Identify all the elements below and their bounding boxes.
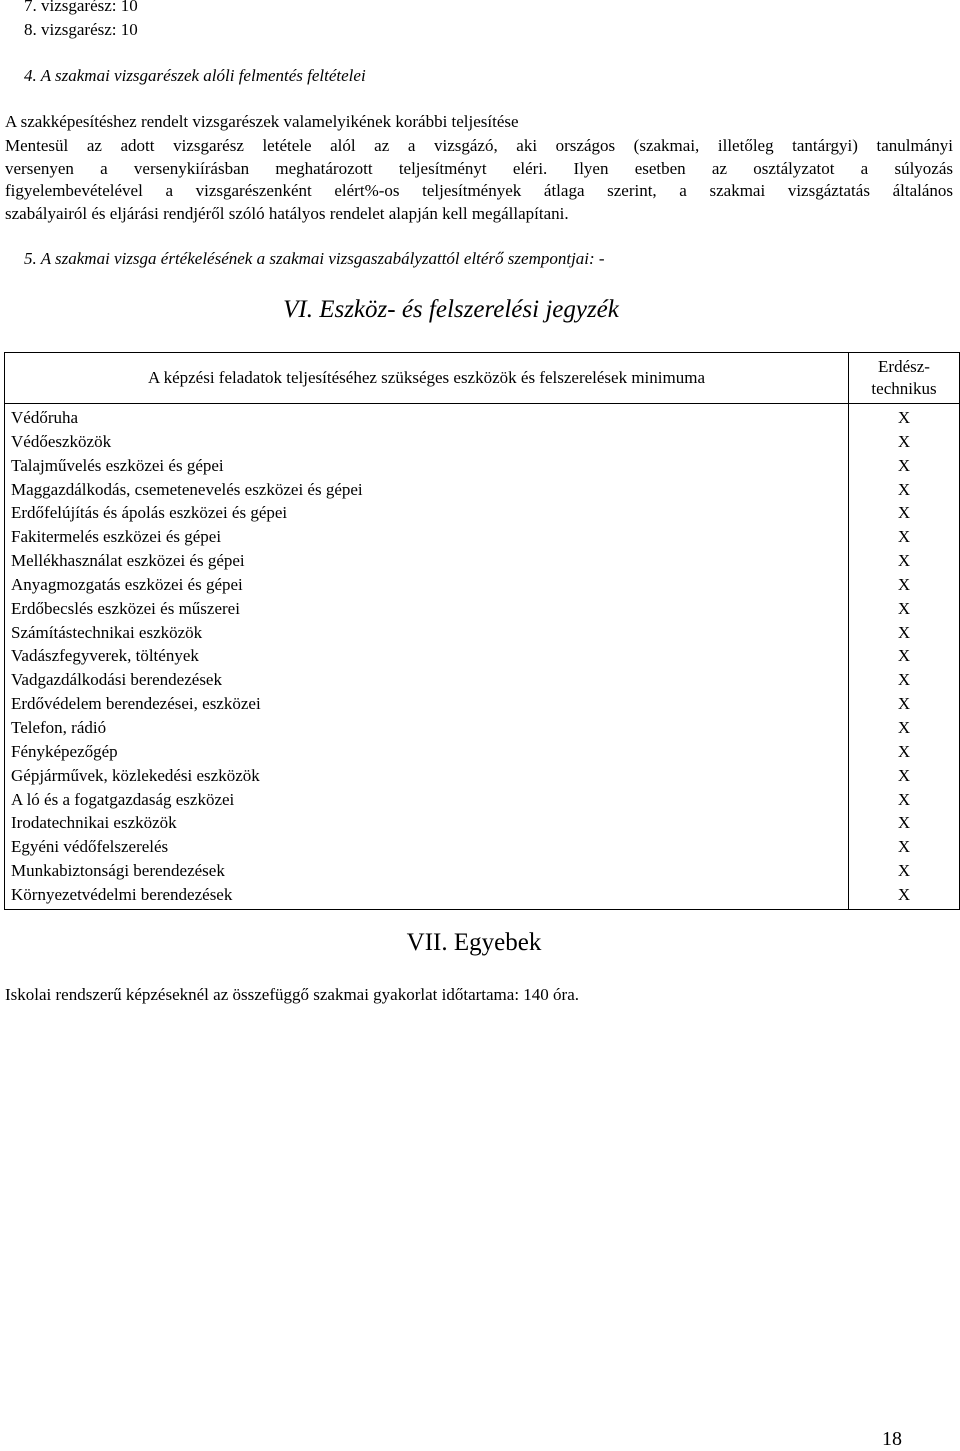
x-mark: X: [897, 622, 911, 642]
x-mark: X: [897, 455, 911, 475]
table-body-row: [5, 404, 960, 910]
equipment-table: [4, 352, 960, 910]
equipment-item: Erdővédelem berendezései, eszközei: [11, 694, 261, 714]
section-7-text: Iskolai rendszerű képzéseknél az összefüggő szakmai gyakorlat időtartama: 140 óra.: [5, 985, 579, 1004]
equipment-item: A ló és a fogatgazdaság eszközei: [11, 789, 235, 809]
section-5-heading: 5. A szakmai vizsga értékelésének a szakmai vizsgaszabályzattól eltérő szempontjai: -: [24, 249, 605, 268]
x-mark: X: [897, 670, 911, 690]
equipment-item: Vadgazdálkodási berendezések: [11, 670, 222, 690]
profession-marks: [849, 404, 960, 910]
equipment-item: Erdőbecslés eszközei és műszerei: [11, 598, 240, 618]
x-mark: X: [897, 598, 911, 618]
equipment-item: Erdőfelújítás és ápolás eszközei és gépei: [11, 503, 288, 523]
list-item: 7. vizsgarész: 10: [24, 0, 138, 15]
equipment-item: Mellékhasználat eszközei és gépei: [11, 551, 245, 571]
equipment-item: Védőruha: [11, 408, 79, 427]
section-7-title: VII. Egyebek: [406, 929, 542, 956]
x-mark: X: [897, 741, 911, 761]
section-4-heading: 4. A szakmai vizsgarészek alóli felmentés feltételei: [24, 66, 366, 85]
x-mark: X: [897, 694, 911, 714]
paragraph-line: figyelembevételével a vizsgarészenként elért%-os teljesítmények átlaga szerint, a szakmai vizsgáztatás általános: [5, 181, 953, 200]
table-header-requirements: A képzési feladatok teljesítéséhez szükséges eszközök és felszerelések minimuma: [5, 353, 849, 404]
x-mark: X: [897, 431, 911, 451]
x-mark: X: [897, 527, 911, 547]
equipment-item: Környezetvédelmi berendezések: [11, 884, 233, 904]
x-mark: X: [897, 551, 911, 571]
table-header-row: [5, 353, 960, 404]
table-header-profession: [849, 353, 960, 404]
list-item: 8. vizsgarész: 10: [24, 20, 138, 39]
section-4-paragraph: [5, 135, 953, 225]
x-mark: X: [897, 765, 911, 785]
section-6-title: VI. Eszköz- és felszerelési jegyzék: [283, 296, 619, 323]
equipment-item: Gépjárművek, közlekedési eszközök: [11, 765, 260, 785]
equipment-item: Munkabiztonsági berendezések: [11, 861, 225, 881]
equipment-item: Anyagmozgatás eszközei és gépei: [11, 574, 243, 594]
paragraph-line: Mentesül az adott vizsgarész letétele alól az a vizsgázó, aki országos (szakmai, illetőleg tantárgyi) tanulmányi: [5, 136, 953, 155]
x-mark: X: [897, 574, 911, 594]
equipment-item: Irodatechnikai eszközök: [11, 813, 177, 833]
x-mark: X: [897, 646, 911, 666]
paragraph-line: szabályairól és eljárási rendjéről szóló hatályos rendelet alapján kell megállapítani.: [5, 203, 569, 223]
page-number: 18: [882, 1428, 902, 1450]
equipment-item: Vadászfegyverek, töltények: [11, 646, 199, 666]
equipment-item: Maggazdálkodás, csemetenevelés eszközei és gépei: [11, 479, 363, 499]
header-line: Erdész-: [878, 357, 930, 376]
x-mark: X: [897, 717, 911, 737]
equipment-list: [5, 404, 849, 910]
x-mark: X: [897, 837, 911, 857]
equipment-item: Számítástechnikai eszközök: [11, 622, 203, 642]
x-mark: X: [897, 789, 911, 809]
x-mark: X: [897, 884, 911, 904]
x-mark: X: [897, 408, 911, 427]
equipment-item: Védőeszközök: [11, 431, 112, 451]
equipment-item: Fakitermelés eszközei és gépei: [11, 527, 222, 547]
x-mark: X: [897, 503, 911, 523]
equipment-item: Fényképezőgép: [11, 741, 118, 761]
x-mark: X: [897, 861, 911, 881]
equipment-item: Talajművelés eszközei és gépei: [11, 455, 224, 475]
section-4-subheading: A szakképesítéshez rendelt vizsgarészek valamelyikének korábbi teljesítése: [5, 112, 519, 131]
header-line: technikus: [871, 379, 937, 398]
equipment-item: Telefon, rádió: [11, 717, 107, 737]
equipment-item: Egyéni védőfelszerelés: [11, 837, 169, 857]
x-mark: X: [897, 479, 911, 499]
x-mark: X: [897, 813, 911, 833]
paragraph-line: versenyen a versenykiírásban meghatározott teljesítményt eléri. Ilyen esetben az osztályzatot a súlyozás: [5, 158, 953, 178]
